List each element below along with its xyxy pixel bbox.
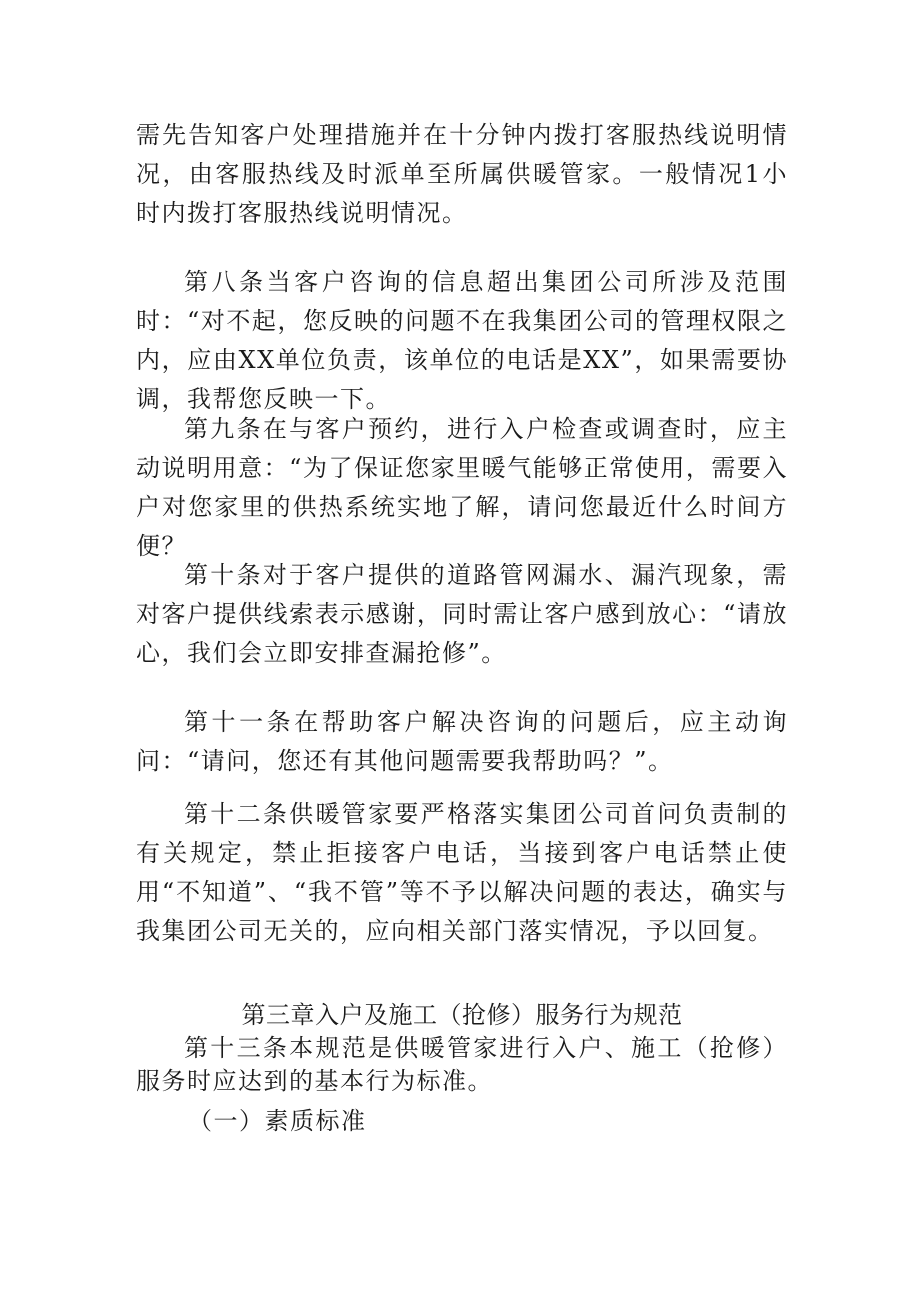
chapter-title: 第三章入户及施工（抢修）服务行为规范 — [241, 1001, 683, 1029]
paragraph-article-12: 第十二条供暖管家要严格落实集团公司首问负责制的有关规定，禁止拒接客户电话，当接到客户电话禁止使用“不知道”、“我不管”等不予以解决问题的表达，确实与我集团公司无关的，应向相关部门落实情况，予以回复。 — [136, 800, 788, 945]
paragraph-article-11: 第十一条在帮助客户解决咨询的问题后，应主动询问：“请问，您还有其他问题需要我帮助吗？”。 — [136, 708, 788, 775]
paragraph-article-9: 第九条在与客户预约，进行入户检查或调查时，应主动说明用意：“为了保证您家里暖气能够正常使用，需要入户对您家里的供热系统实地了解，请问您最近什么时间方便？ — [136, 415, 788, 560]
paragraph-article-8: 第八条当客户咨询的信息超出集团公司所涉及范围时：“对不起，您反映的问题不在我集团公司的管理权限之内，应由XX单位负责，该单位的电话是XX”，如果需要协调，我帮您反映一下。 — [136, 268, 788, 413]
paragraph-continuation: 需先告知客户处理措施并在十分钟内拨打客服热线说明情况，由客服热线及时派单至所属供暖管家。一般情况1小时内拨打客服热线说明情况。 — [136, 121, 788, 227]
section-subheading: （一）素质标准 — [188, 1107, 367, 1135]
paragraph-article-13: 第十三条本规范是供暖管家进行入户、施工（抢修）服务时应达到的基本行为标准。 — [136, 1034, 788, 1095]
paragraph-article-10: 第十条对于客户提供的道路管网漏水、漏汽现象，需对客户提供线索表示感谢，同时需让客户感到放心：“请放心，我们会立即安排查漏抢修”。 — [136, 561, 788, 667]
